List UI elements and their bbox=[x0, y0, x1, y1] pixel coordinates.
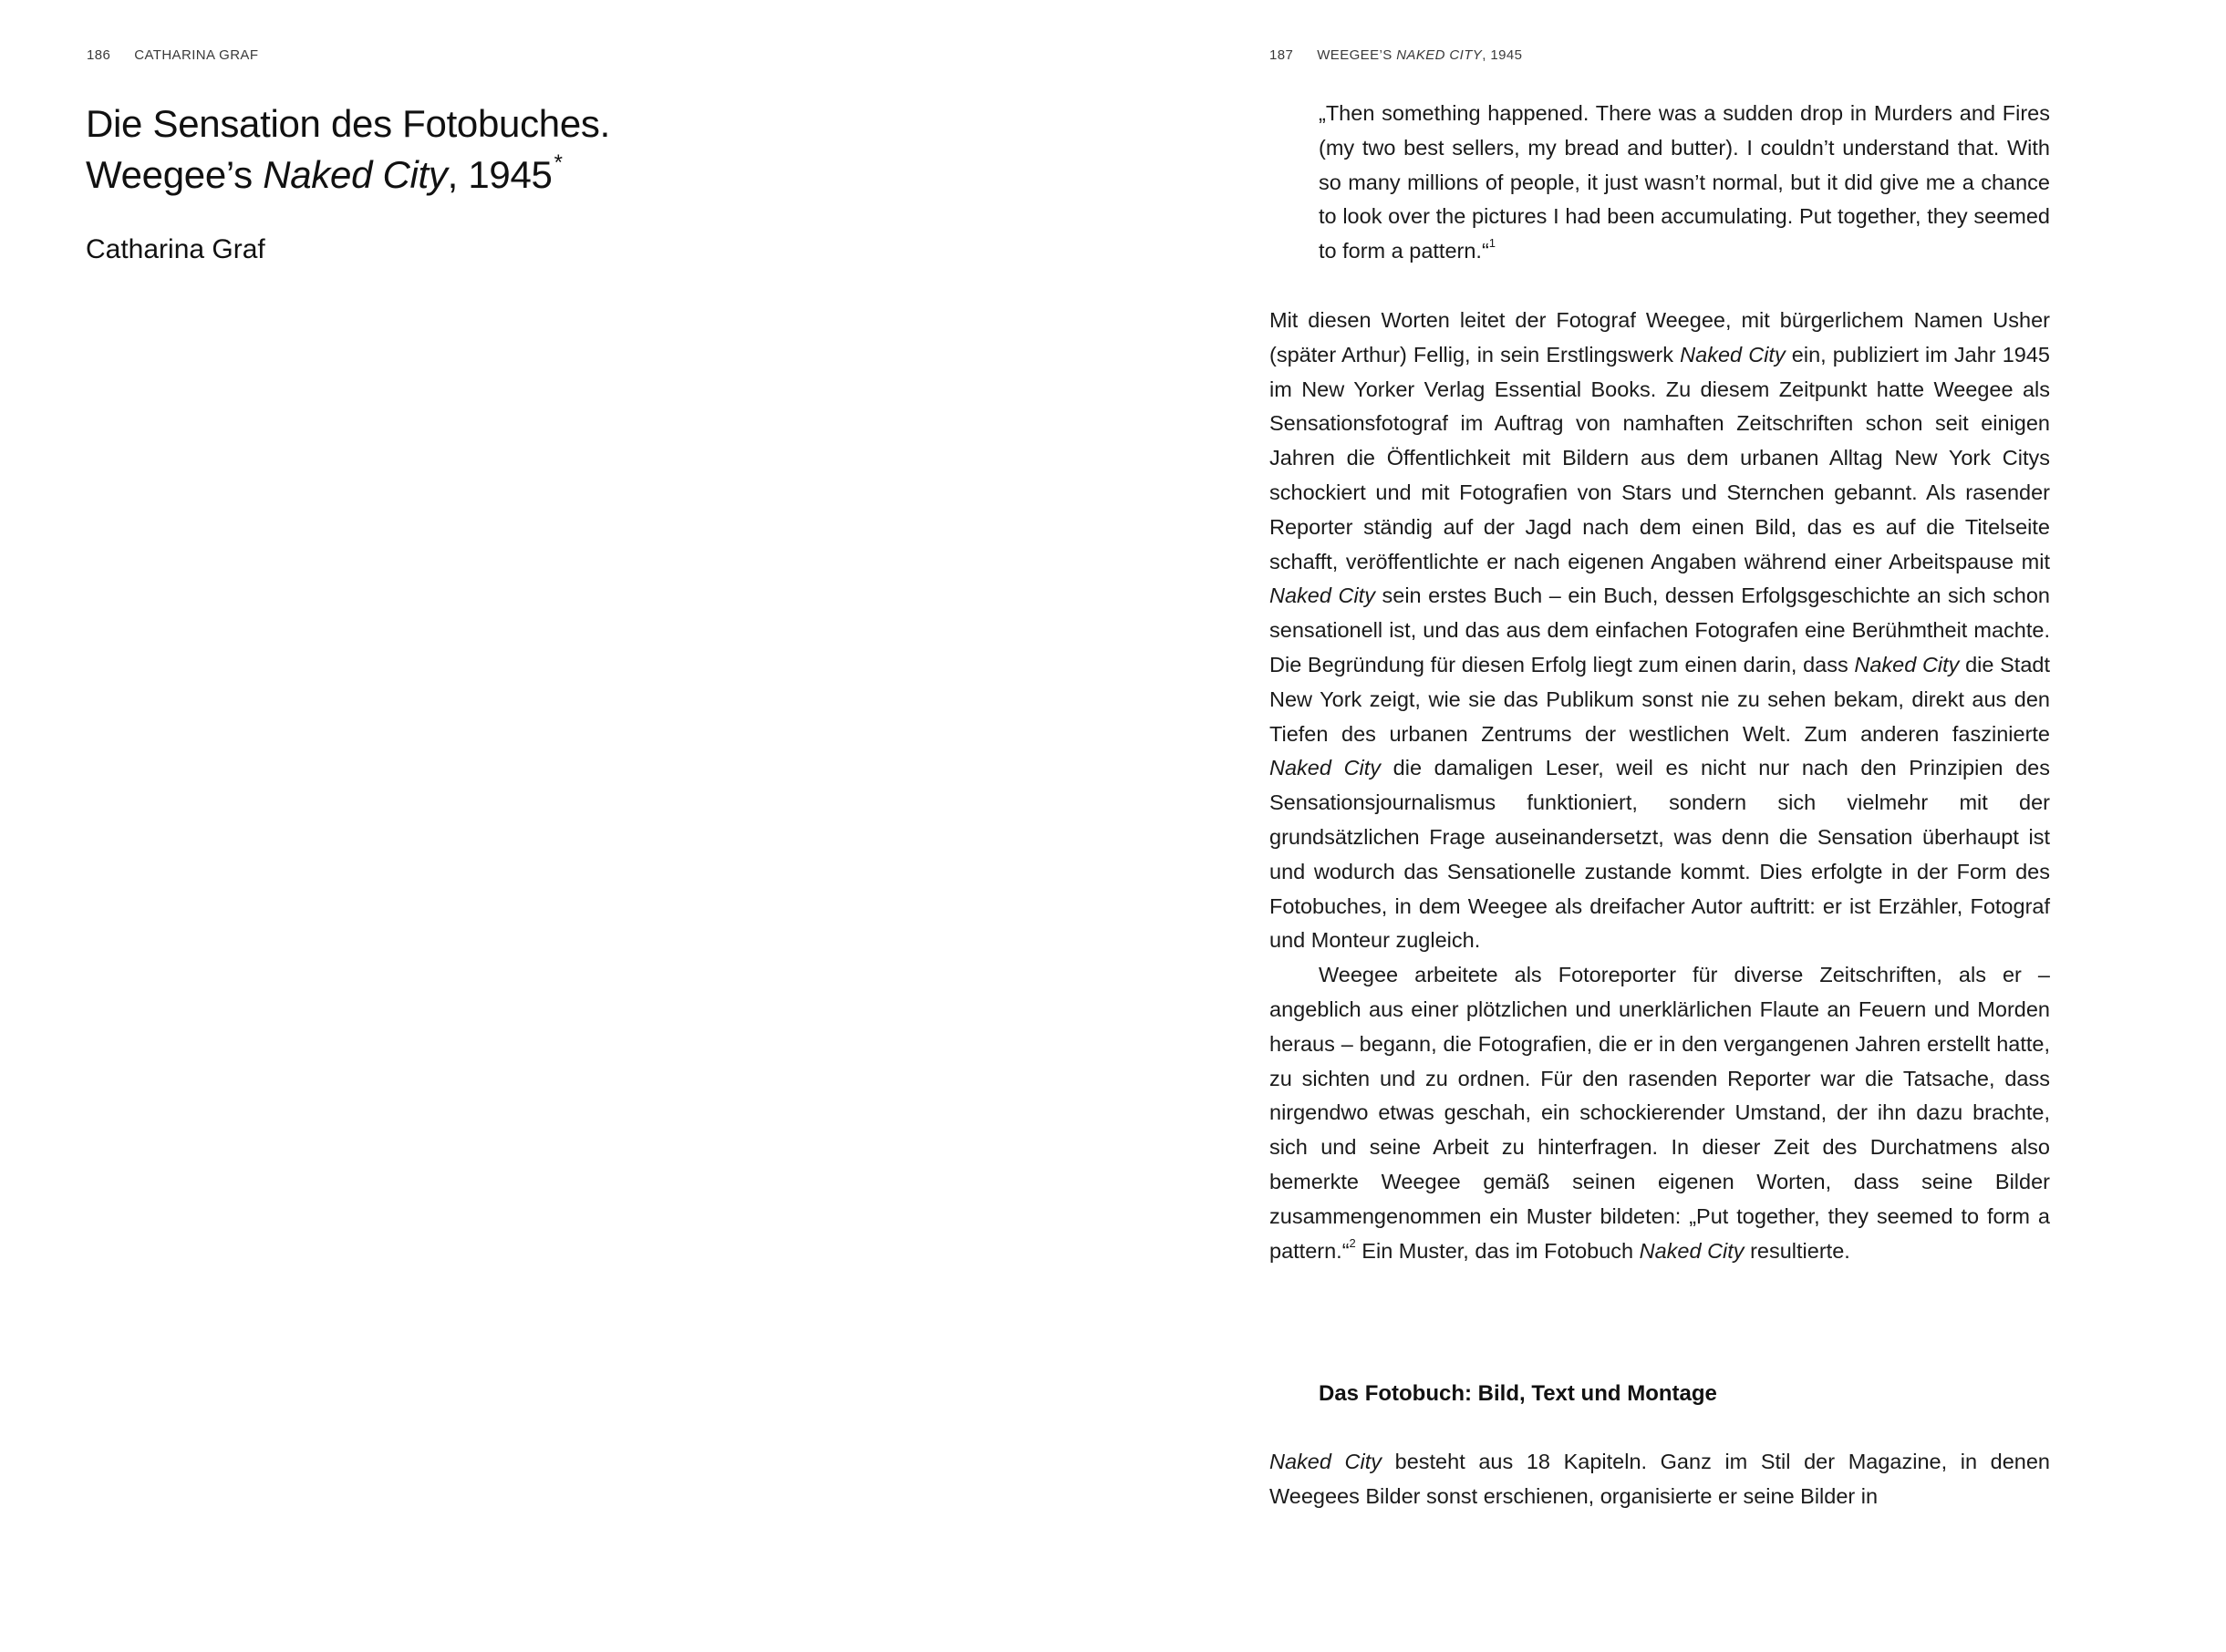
running-head-author: CATHARINA GRAF bbox=[134, 47, 259, 63]
p2-italic-title: Naked City bbox=[1639, 1238, 1745, 1263]
p1-text-i: die damaligen Leser, weil es nicht nur nach den Prinzipien des Sensationsjournalismus funktioniert, sondern sich vielmehr mit der grundsätzlichen Frage auseinandersetzt, was denn die Sensation überhaupt ist und wodurch das Sensationelle zustande kommt. Dies erfolgte in der Form des Fotobuches, in dem Weegee als dreifacher Autor auftritt: er ist Erzähler, Fotograf und Monteur zugleich. bbox=[1269, 756, 2050, 953]
p2-text-a: Weegee arbeitete als Fotoreporter für diverse Zeitschriften, als er – angeblich aus einer plötzlichen und unerklärlichen Flaute an Feuern und Morden heraus – begann, die Fotografien, die er in den vergangenen Jahren erstellt hatte, zu sichten und zu ordnen. Für den rasenden Reporter war die Tatsache, dass nirgendwo etwas geschah, ein schockierender Umstand, der ihn dazu brachte, sich und seine Arbeit zu hinterfragen. In dieser Zeit des Durchatmens also bemerkte Weegee gemäß seinen eigenen Worten, dass seine Bilder zusammengenommen ein Muster bildeten: „Put together, they seemed to form a pattern.“ bbox=[1269, 963, 2050, 1263]
body-text-continued bbox=[1269, 1445, 2050, 1514]
p1-italic-title: Naked City bbox=[1854, 652, 1960, 676]
p2-text-d: resultierte. bbox=[1744, 1238, 1850, 1263]
author-name: Catharina Graf bbox=[86, 234, 265, 264]
paragraph-3 bbox=[1269, 1445, 2050, 1514]
epigraph-text: „Then something happened. There was a sudden drop in Murders and Fires (my two best sellers, my bread and butter). I couldn’t understand that. With so many millions of people, it just wasn’t normal, but it did give me a chance to look over the pictures I had been accumulating. Put together, they seemed to form a pattern.“ bbox=[1319, 101, 2050, 263]
paragraph-1 bbox=[1269, 304, 2050, 958]
left-running-head bbox=[87, 47, 258, 63]
p2-text-b: Ein Muster, das im Fotobuch bbox=[1355, 1238, 1640, 1263]
section-subheading: Das Fotobuch: Bild, Text und Montage bbox=[1319, 1381, 1717, 1406]
running-head-prefix: WEEGEE’S bbox=[1317, 47, 1397, 63]
page-number-right: 187 bbox=[1269, 47, 1294, 63]
p1-text-a: Mit diesen Worten leitet der Fotograf Weegee, mit bürgerlichem Namen Usher (später Arthur) Fellig, in sein Erstlingswerk bbox=[1269, 308, 2050, 367]
right-running-head bbox=[1269, 47, 1522, 63]
title-line-1: Die Sensation des Fotobuches. bbox=[86, 102, 610, 145]
p3-text-b: besteht aus 18 Kapiteln. Ganz im Stil der Magazine, in denen Weegees Bilder sonst erschienen, organisierte er seine Bilder in bbox=[1269, 1450, 2050, 1508]
p1-text-e: sein erstes Buch – ein Buch, dessen Erfolgsgeschichte an sich schon sensationell ist, und das aus dem einfachen Fotografen eine Berühmtheit machte. Die Begründung für diesen Erfolg liegt zum einen darin, dass bbox=[1269, 583, 2050, 676]
running-head-suffix: , 1945 bbox=[1482, 47, 1523, 63]
title-line-2-suffix: , 1945 bbox=[447, 153, 553, 196]
p3-italic-title: Naked City bbox=[1269, 1450, 1382, 1473]
title-line-2-prefix: Weegee’s bbox=[86, 153, 264, 196]
footnote-ref-2: 2 bbox=[1349, 1235, 1356, 1250]
p1-text-g: die Stadt New York zeigt, wie sie das Publikum sonst nie zu sehen bekam, direkt aus den Tiefen des urbanen Zentrums der westlichen Welt. Zum anderen faszinierte bbox=[1269, 652, 2050, 746]
title-line-2-italic: Naked City bbox=[263, 153, 448, 196]
page-number-left: 186 bbox=[87, 47, 111, 63]
p1-italic-title: Naked City bbox=[1680, 342, 1786, 367]
p1-text-c: ein, publiziert im Jahr 1945 im New Yorker Verlag Essential Books. Zu diesem Zeitpunkt hatte Weegee als Sensationsfotograf im Auftrag von namhaften Zeitschriften schon seit einigen Jahren die Öffentlichkeit mit Bildern aus dem urbanen Alltag New York Citys schockiert und mit Fotografien von Stars und Sternchen gebannt. Als rasender Reporter ständig auf der Jagd nach dem einen Bild, das es auf die Titelseite schafft, veröffentlichte er nach eigenen Angaben während einer Arbeitspause mit bbox=[1269, 342, 2050, 573]
running-head-italic: NAKED CITY bbox=[1396, 47, 1483, 63]
chapter-title bbox=[86, 98, 610, 201]
body-text bbox=[1269, 304, 2050, 1268]
title-footnote-marker: * bbox=[554, 150, 563, 175]
p1-italic-title: Naked City bbox=[1269, 583, 1375, 608]
p1-italic-title: Naked City bbox=[1269, 756, 1382, 780]
epigraph-quote bbox=[1319, 97, 2050, 269]
paragraph-2 bbox=[1269, 958, 2050, 1268]
footnote-ref-1: 1 bbox=[1488, 236, 1496, 251]
